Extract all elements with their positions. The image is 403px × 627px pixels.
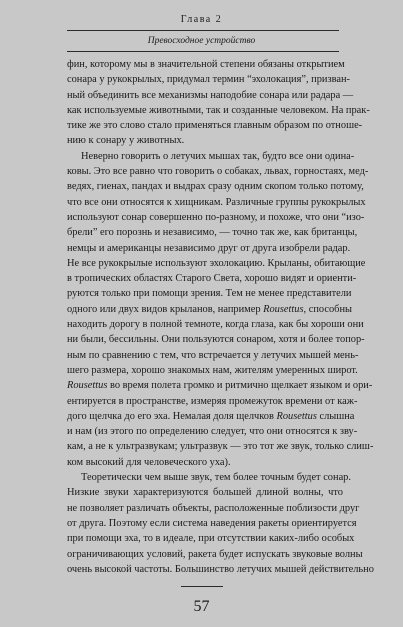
text-line: дого щелчка до его эха. Немалая доля щелчков Rousettus слышна: [67, 410, 355, 422]
paragraph: [67, 57, 370, 149]
text-line: Теоретически чем выше звук, тем более точным будет сонар.: [81, 472, 351, 484]
text-line: шего размера, хорошо знакомых нам, жителям умеренных широт.: [67, 364, 358, 376]
page-number: 57: [193, 598, 210, 615]
text-line: ковы. Это все равно что говорить о собаках, львах, горностаях, мед-: [67, 166, 369, 178]
text-line: сонара у рукокрылых, придумал термин “эхолокация”, призван-: [67, 74, 351, 86]
body-text: [67, 57, 374, 577]
text-line: как используемые животными, так и созданные человеком. На прак-: [67, 104, 370, 116]
text-line: ный объединить все механизмы наподобие сонара или радара —: [67, 89, 354, 101]
text-line: одного или двух видов крыланов, например Rousettus, способны: [67, 303, 353, 315]
text-line: ентируется в пространстве, измеряя промежуток времени от каж-: [67, 395, 358, 407]
header-rule: [67, 30, 339, 31]
text-line: ни были, бессильны. Они пользуются сонаром, хотя и более топор-: [67, 334, 365, 346]
text-line: руются только при помощи зрения. Тем не менее представители: [67, 288, 352, 300]
text-line: фин, которому мы в значительной степени обязаны открытием: [67, 59, 345, 70]
text-line: ведях, гиенах, пандах и выдрах сразу одним скопом только потому,: [67, 181, 364, 193]
paragraph: [67, 149, 374, 470]
running-head-title: Превосходное устройство: [147, 36, 256, 46]
text-line: Неверно говорить о летучих мышах так, будто все они одина-: [81, 150, 355, 162]
running-head-chapter: Глава 2: [180, 14, 223, 25]
text-line: Rousettus во время полета громко и ритмично щелкает языком и ори-: [67, 380, 373, 392]
paragraph: [67, 470, 374, 577]
text-line: находить дорогу в полной темноте, когда глаза, как бы хороши они: [67, 319, 364, 331]
text-line: что все они относятся к хищникам. Различные группы рукокрылых: [67, 196, 366, 208]
text-line: используют сонар совершенно по-разному, и похоже, что они “изо-: [67, 211, 365, 223]
text-line: брели” его порознь и независимо, — точно так же, как британцы,: [67, 227, 358, 239]
text-line: ограничивающих условий, ракета будет испускать звуковые волны: [67, 548, 363, 560]
text-line: ком высокий для человеческого уха).: [67, 456, 231, 468]
title-rule: [67, 51, 339, 52]
text-line: Не все рукокрылые используют эхолокацию. Крыланы, обитающие: [67, 257, 366, 269]
text-line: нию к сонару у животных.: [67, 135, 185, 147]
text-line: тике же это слово стало применяться главным образом по отноше-: [67, 120, 363, 132]
text-line: от друга. Поэтому если система наведения ракеты ориентируется: [67, 517, 357, 529]
text-line: кам, а не к ультразвукам; ультразвук — это тот же звук, только слиш-: [67, 441, 374, 453]
text-line: Низкие звуки характеризуются большей длиной волны, что: [67, 487, 343, 499]
text-line: ным по сравнению с тем, что встречается у летучих мышей мень-: [67, 349, 359, 361]
text-line: очень высокой частоты. Большинство летучих мышей действительно: [67, 563, 374, 575]
text-line: при помощи эха, то в идеале, при отсутствии каких-либо особых: [67, 533, 355, 545]
text-line: немцы и американцы независимо друг от друга изобрели радар.: [67, 242, 351, 254]
text-line: не позволяет различать объекты, расположенные поблизости друг: [67, 502, 360, 514]
folio-rule: [181, 586, 223, 587]
text-line: в тропических областях Старого Света, хорошо видят и ориенти-: [67, 273, 357, 285]
text-line: и нам (из этого по определению следует, что они относятся к зву-: [67, 426, 358, 438]
